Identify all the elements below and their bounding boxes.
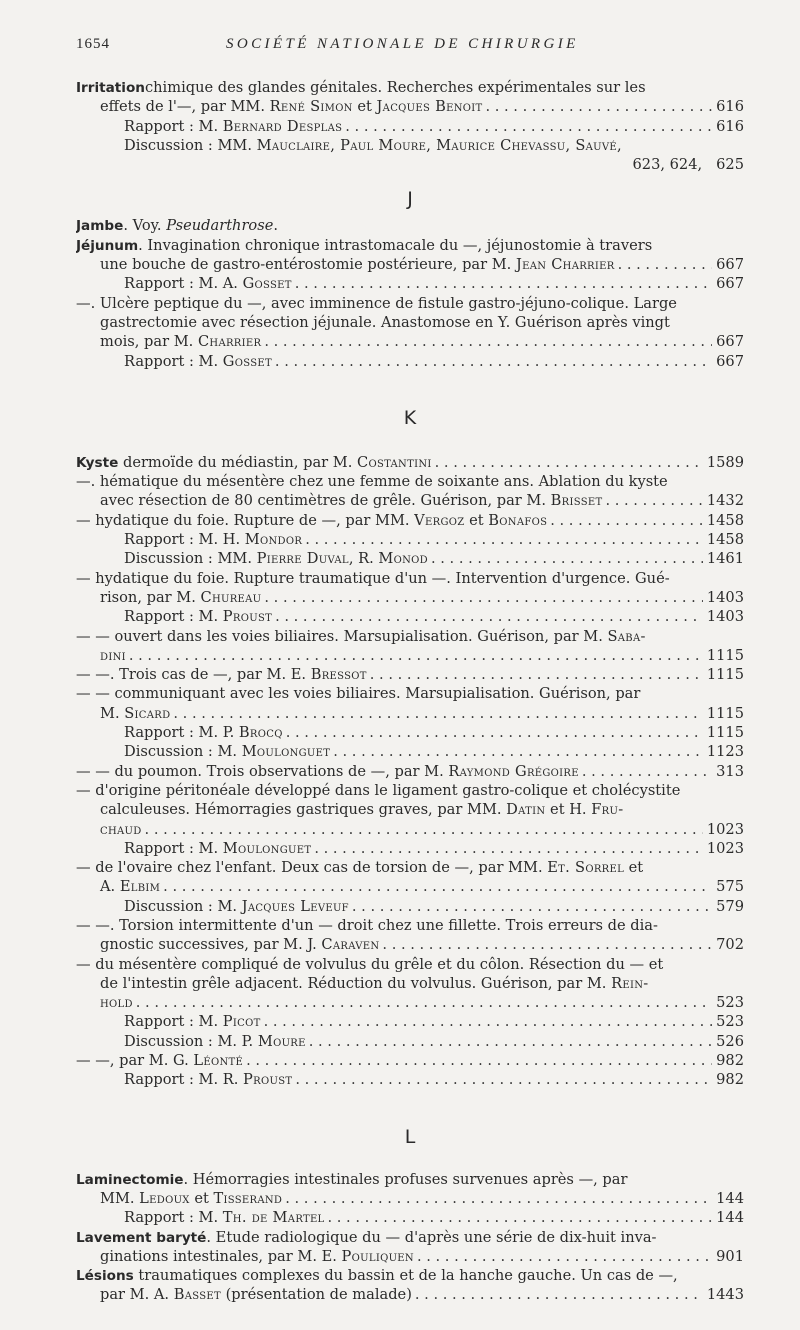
author-name: Elbim xyxy=(119,878,161,896)
entry-text xyxy=(100,491,602,510)
page-ref: 625 xyxy=(716,156,744,174)
author-name: Monod xyxy=(378,550,428,568)
index-line xyxy=(76,646,744,665)
index-line xyxy=(76,236,744,255)
dot-leader xyxy=(330,742,703,761)
author-name: Et. Sorrel xyxy=(547,859,625,877)
author-name: Raymond Grégoire xyxy=(448,762,579,780)
index-line xyxy=(76,627,744,646)
author-name: Moure xyxy=(257,1032,306,1050)
author-name: Proust xyxy=(222,608,273,626)
entry-text xyxy=(124,530,302,549)
entry-text: (présentation de malade) xyxy=(220,1286,412,1304)
section-letter-j: J xyxy=(407,188,413,211)
author-name: Tisserand xyxy=(213,1189,283,1207)
page-ref: 1115 xyxy=(706,646,744,664)
entry-text xyxy=(100,97,482,116)
entry-text: A. xyxy=(100,878,120,896)
entry-text: . xyxy=(273,217,278,235)
running-title: SOCIÉTÉ NATIONALE DE CHIRURGIE xyxy=(226,36,579,52)
index-line xyxy=(76,472,744,491)
index-entry-laminectomie xyxy=(76,1170,744,1228)
entry-text xyxy=(124,1070,292,1089)
entry-text xyxy=(76,1266,678,1285)
index-line xyxy=(76,1208,744,1227)
author-name: Gosset xyxy=(222,352,272,370)
dot-leader xyxy=(482,97,712,116)
index-line xyxy=(76,332,744,351)
dot-leader xyxy=(261,588,702,607)
entry-keyword: Kyste xyxy=(76,454,119,471)
entry-text xyxy=(124,897,349,916)
entry-text xyxy=(124,352,272,371)
page-ref: 144 xyxy=(716,1189,744,1207)
entry-text xyxy=(76,1051,243,1070)
entry-text: — —. Trois cas de —, par M. E. xyxy=(76,666,311,684)
page-ref: 1458 xyxy=(706,511,744,529)
author-name: Picot xyxy=(222,1013,261,1031)
index-line xyxy=(76,1070,744,1089)
entry-text xyxy=(124,742,330,761)
author-name: Datin xyxy=(506,801,546,819)
dot-leader xyxy=(432,453,703,472)
index-line xyxy=(76,820,744,839)
dot-leader xyxy=(133,993,712,1012)
entry-text: — —, par M. G. xyxy=(76,1052,194,1070)
entry-text xyxy=(100,332,261,351)
index-line xyxy=(76,1189,744,1208)
dot-leader xyxy=(602,491,702,510)
index-line xyxy=(76,1012,744,1031)
page-ref: 523 xyxy=(716,994,744,1012)
dot-leader xyxy=(261,1012,713,1031)
entry-text: Rapport : M. H. xyxy=(124,531,245,549)
index-line xyxy=(76,858,744,877)
page-ref: 1403 xyxy=(706,608,744,626)
index-line xyxy=(76,549,744,568)
entry-text: et xyxy=(624,859,644,877)
entry-text: Rapport : M. P. xyxy=(124,724,239,742)
entry-text xyxy=(124,1012,261,1031)
entry-text: effets de l'—, par MM. xyxy=(100,98,270,116)
index-line xyxy=(76,352,744,371)
dot-leader xyxy=(272,607,703,626)
entry-text: Rapport : M. R. xyxy=(124,1071,244,1089)
entry-keyword: Irritation xyxy=(76,80,145,96)
index-line xyxy=(76,136,744,155)
index-line xyxy=(76,453,744,472)
dot-leader xyxy=(367,665,703,684)
entry-text: Rapport : M. xyxy=(124,608,223,626)
page-ref: 144 xyxy=(716,1209,744,1227)
entry-text: — du mésentère compliqué de volvulus du grêle et du côlon. Résection du — et xyxy=(76,955,664,973)
dot-leader xyxy=(292,1070,712,1089)
dot-leader xyxy=(379,935,712,954)
entry-text: — de l'ovaire chez l'enfant. Deux cas de torsion de —, par MM. xyxy=(76,859,548,877)
entry-text: ginations intestinales, par M. E. xyxy=(100,1247,342,1265)
index-line xyxy=(76,684,744,703)
entry-text xyxy=(76,453,432,472)
page-header xyxy=(76,36,744,58)
index-line xyxy=(76,588,744,607)
author-name: Gosset xyxy=(242,275,292,293)
author-name: Sicard xyxy=(124,704,171,722)
page-ref: 982 xyxy=(716,1052,744,1070)
dot-leader xyxy=(170,704,702,723)
index-line xyxy=(76,607,744,626)
entry-text: traumatiques complexes du bassin et de la hanche gauche. Un cas de —, xyxy=(133,1267,678,1285)
entry-text: gastrectomie avec résection jéjunale. Anastomose en Y. Guérison après vingt xyxy=(100,313,670,331)
entry-text: MM. xyxy=(100,1189,140,1207)
entry-text: et xyxy=(464,511,489,529)
index-line xyxy=(76,255,744,274)
entry-text xyxy=(100,935,379,954)
entry-text: calculeuses. Hémorragies gastriques graves, par MM. xyxy=(100,801,507,819)
dot-leader xyxy=(547,511,703,530)
entry-text: . Invagination chronique intrastomacale du —, jéjunostomie à travers xyxy=(138,236,653,254)
entry-text: —. hématique du mésentère chez une femme de soixante ans. Ablation du kyste xyxy=(76,473,668,491)
author-name: Charrier xyxy=(197,333,262,351)
index-entry-jejunum xyxy=(76,236,744,371)
page-ref: 1461 xyxy=(706,550,744,568)
page-ref: 616 xyxy=(716,117,744,135)
index-line xyxy=(76,117,744,136)
index-line xyxy=(76,78,744,97)
author-name: Costantini xyxy=(357,453,432,471)
index-line xyxy=(76,1032,744,1051)
author-name: hold xyxy=(100,994,133,1012)
entry-text xyxy=(124,607,272,626)
author-name: Jacques Benoit xyxy=(376,98,483,116)
entry-text xyxy=(76,627,646,646)
author-name: Saba- xyxy=(607,627,646,645)
page-ref: 1403 xyxy=(706,588,744,606)
section-letter-k: K xyxy=(403,406,417,429)
author-name: Ledoux xyxy=(139,1189,190,1207)
author-name: Mauclaire, Paul Moure, Maurice Chevassu, Sauvé, xyxy=(256,136,622,154)
page-ref: 667 xyxy=(716,333,744,351)
index-line xyxy=(76,742,744,761)
dot-leader xyxy=(324,1208,712,1227)
entry-text xyxy=(124,274,292,293)
entry-keyword: Jambe xyxy=(76,218,124,235)
index-content xyxy=(76,78,744,1305)
dot-leader xyxy=(126,646,703,665)
index-line xyxy=(76,974,744,993)
entry-text xyxy=(100,255,615,274)
entry-text: et xyxy=(189,1189,214,1207)
author-name: Bernard Desplas xyxy=(222,117,343,135)
page-ref: 579 xyxy=(716,897,744,915)
entry-text xyxy=(76,1170,627,1189)
page-ref: 1589 xyxy=(706,453,744,471)
author-name: Mondor xyxy=(244,531,303,549)
index-line xyxy=(76,1051,744,1070)
index-line xyxy=(76,935,744,954)
dot-leader xyxy=(306,1032,712,1051)
entry-text: rison, par M. xyxy=(100,588,201,606)
index-line xyxy=(76,897,744,916)
entry-text xyxy=(76,858,643,877)
entry-keyword: Lavement baryté xyxy=(76,1229,207,1246)
index-line xyxy=(76,1285,744,1304)
index-line xyxy=(76,569,744,588)
entry-text: et xyxy=(352,98,377,116)
page-ref: 667 xyxy=(716,352,744,370)
index-entry-lavement xyxy=(76,1228,744,1267)
entry-text xyxy=(100,704,170,723)
page-ref: 1115 xyxy=(706,704,744,722)
page-ref: 667 xyxy=(716,256,744,274)
dot-leader xyxy=(311,839,703,858)
page-ref: 982 xyxy=(716,1071,744,1089)
entry-text xyxy=(76,511,547,530)
entry-text: et H. xyxy=(545,801,592,819)
entry-text xyxy=(124,549,428,568)
entry-text: — — du poumon. Trois observations de —, par M. xyxy=(76,762,449,780)
index-line xyxy=(76,491,744,510)
section-letter-l: L xyxy=(404,1125,416,1148)
entry-text xyxy=(124,117,342,136)
dot-leader xyxy=(342,117,712,136)
page-ref: 1123 xyxy=(706,743,744,761)
entry-text: Rapport : M. xyxy=(124,1209,223,1227)
entry-text xyxy=(100,877,160,896)
index-line xyxy=(76,762,744,781)
entry-text xyxy=(124,723,283,742)
entry-text: Discussion : MM. xyxy=(124,550,257,568)
dot-leader xyxy=(292,274,712,293)
page-ref: 1443 xyxy=(706,1286,744,1304)
author-name: Rein- xyxy=(611,974,649,992)
author-name: Pouliquen xyxy=(341,1247,414,1265)
dot-leader xyxy=(414,1247,712,1266)
author-name: Moulonguet xyxy=(241,743,331,761)
index-line xyxy=(76,839,744,858)
index-line xyxy=(76,877,744,896)
entry-text: . Voy. xyxy=(123,217,167,235)
dot-leader xyxy=(283,723,703,742)
dot-leader xyxy=(261,332,712,351)
entry-text: gnostic successives, par M. J. xyxy=(100,936,322,954)
index-line xyxy=(76,916,744,935)
entry-text: Discussion : M. xyxy=(124,897,242,915)
entry-text xyxy=(76,78,646,97)
index-line xyxy=(76,155,744,174)
index-line xyxy=(76,97,744,116)
author-name: dini xyxy=(100,646,126,664)
entry-text xyxy=(100,588,261,607)
entry-text xyxy=(100,974,648,993)
author-name: Chureau xyxy=(200,588,262,606)
entry-text: — hydatique du foie. Rupture traumatique d'un —. Intervention d'urgence. Gué- xyxy=(76,569,670,587)
index-line xyxy=(76,274,744,293)
author-name: Basset xyxy=(173,1286,221,1304)
page-number: 1654 xyxy=(76,36,110,52)
entry-text: — d'origine péritonéale développé dans le ligament gastro-colique et cholécystite xyxy=(76,781,681,799)
entry-text xyxy=(76,216,278,235)
index-line xyxy=(76,1266,744,1285)
entry-text xyxy=(100,1247,414,1266)
entry-text: Rapport : M. xyxy=(124,352,223,370)
page-ref: 1432 xyxy=(706,492,744,510)
index-line xyxy=(76,781,744,800)
entry-text xyxy=(76,762,579,781)
page-ref: 1023 xyxy=(706,820,744,838)
entry-text: avec résection de 80 centimètres de grêle. Guérison, par M. xyxy=(100,492,551,510)
entry-text xyxy=(100,1189,282,1208)
entry-text xyxy=(124,136,622,155)
author-name: Brocq xyxy=(238,724,283,742)
dot-leader xyxy=(349,897,712,916)
entry-text: —. Ulcère peptique du —, avec imminence de fistule gastro-jéjuno-colique. Large xyxy=(76,294,677,312)
dot-leader xyxy=(579,762,712,781)
entry-text xyxy=(100,800,623,819)
author-name: Th. de Martel xyxy=(222,1209,325,1227)
index-entry-kyste xyxy=(76,453,744,1090)
author-name: Bonafos xyxy=(488,511,548,529)
page-ref: 1115 xyxy=(706,724,744,742)
page-ref: 702 xyxy=(716,936,744,954)
author-name: Moulonguet xyxy=(222,839,312,857)
page-ref: 575 xyxy=(716,878,744,896)
author-name: Caraven xyxy=(321,936,380,954)
index-line xyxy=(76,1247,744,1266)
index-line xyxy=(76,955,744,974)
page-ref: 523 xyxy=(716,1013,744,1031)
entry-text: de l'intestin grêle adjacent. Réduction du volvulus. Guérison, par M. xyxy=(100,974,612,992)
dot-leader xyxy=(428,549,703,568)
index-entry-irritation xyxy=(76,78,744,174)
entry-text: Rapport : M. xyxy=(124,1013,223,1031)
author-name: Léonté xyxy=(193,1052,244,1070)
entry-text: — —. Torsion intermittente d'un — droit chez une fillette. Trois erreurs de dia- xyxy=(76,916,658,934)
dot-leader xyxy=(243,1051,712,1070)
index-line xyxy=(76,530,744,549)
author-name: Jacques Leveuf xyxy=(241,897,349,915)
entry-text: Rapport : M. xyxy=(124,839,223,857)
entry-text xyxy=(100,1285,412,1304)
entry-text: mois, par M. xyxy=(100,333,198,351)
index-line xyxy=(76,1170,744,1189)
entry-text xyxy=(124,839,311,858)
index-line xyxy=(76,665,744,684)
entry-text: par M. A. xyxy=(100,1286,174,1304)
entry-text: — — ouvert dans les voies biliaires. Marsupialisation. Guérison, par M. xyxy=(76,627,608,645)
author-name: Jean Charrier xyxy=(515,256,615,274)
index-entry-jambe xyxy=(76,216,744,235)
entry-text: . Etude radiologique du — d'après une série de dix-huit inva- xyxy=(206,1228,657,1246)
entry-text: , R. xyxy=(348,550,379,568)
page-ref: 616 xyxy=(716,98,744,116)
index-line xyxy=(76,993,744,1012)
dot-leader xyxy=(302,530,703,549)
entry-text: Discussion : M. xyxy=(124,743,242,761)
entry-text: — — communiquant avec les voies biliaires. Marsupialisation. Guérison, par xyxy=(76,685,641,703)
author-name: Fru- xyxy=(591,801,624,819)
entry-text: M. xyxy=(100,704,125,722)
entry-keyword: Laminectomie xyxy=(76,1171,184,1188)
entry-text xyxy=(124,1208,324,1227)
entry-keyword: Lésions xyxy=(76,1268,134,1285)
index-line xyxy=(76,723,744,742)
entry-text: — hydatique du foie. Rupture de —, par MM. xyxy=(76,511,415,529)
index-line xyxy=(76,800,744,819)
index-entry-lesions xyxy=(76,1266,744,1305)
entry-text: Discussion : M. P. xyxy=(124,1032,258,1050)
entry-text: Rapport : M. xyxy=(124,117,223,135)
entry-text xyxy=(76,236,652,255)
entry-keyword: Jéjunum xyxy=(76,237,139,254)
page-ref: 313 xyxy=(716,762,744,780)
entry-text: chimique des glandes génitales. Recherches expérimentales sur les xyxy=(144,79,646,96)
author-name: René Simon xyxy=(269,98,353,116)
dot-leader xyxy=(142,820,703,839)
index-line xyxy=(76,294,744,313)
author-name: Brisset xyxy=(550,492,603,510)
index-line xyxy=(76,216,744,235)
index-line xyxy=(76,704,744,723)
page-ref: 1023 xyxy=(706,839,744,857)
entry-text: . Hémorragies intestinales profuses survenues après —, par xyxy=(183,1170,628,1188)
entry-text: une bouche de gastro-entérostomie postérieure, par M. xyxy=(100,256,516,274)
index-line xyxy=(76,511,744,530)
dot-leader xyxy=(160,877,712,896)
index-line xyxy=(76,1228,744,1247)
entry-text xyxy=(76,665,367,684)
index-line xyxy=(76,313,744,332)
entry-text xyxy=(76,1228,656,1247)
page-ref: 1115 xyxy=(706,666,744,684)
page-ref: 623, 624, xyxy=(632,156,703,174)
dot-leader xyxy=(272,352,712,371)
author-name: Bressot xyxy=(310,666,367,684)
dot-leader xyxy=(615,255,713,274)
page-ref: 901 xyxy=(716,1247,744,1265)
author-name: Vergoz xyxy=(414,511,465,529)
cross-reference: Pseudarthrose xyxy=(166,217,274,235)
author-name: chaud xyxy=(100,820,142,838)
entry-text: Rapport : M. A. xyxy=(124,275,243,293)
author-name: Pierre Duval xyxy=(256,550,349,568)
dot-leader xyxy=(412,1285,703,1304)
entry-text: Discussion : MM. xyxy=(124,136,257,154)
entry-text xyxy=(124,1032,306,1051)
page-ref: 1458 xyxy=(706,531,744,549)
page-ref: 667 xyxy=(716,275,744,293)
author-name: Proust xyxy=(243,1071,293,1089)
entry-text: dermoïde du médiastin, par M. xyxy=(118,453,357,471)
dot-leader xyxy=(282,1189,712,1208)
page-ref: 526 xyxy=(716,1032,744,1050)
